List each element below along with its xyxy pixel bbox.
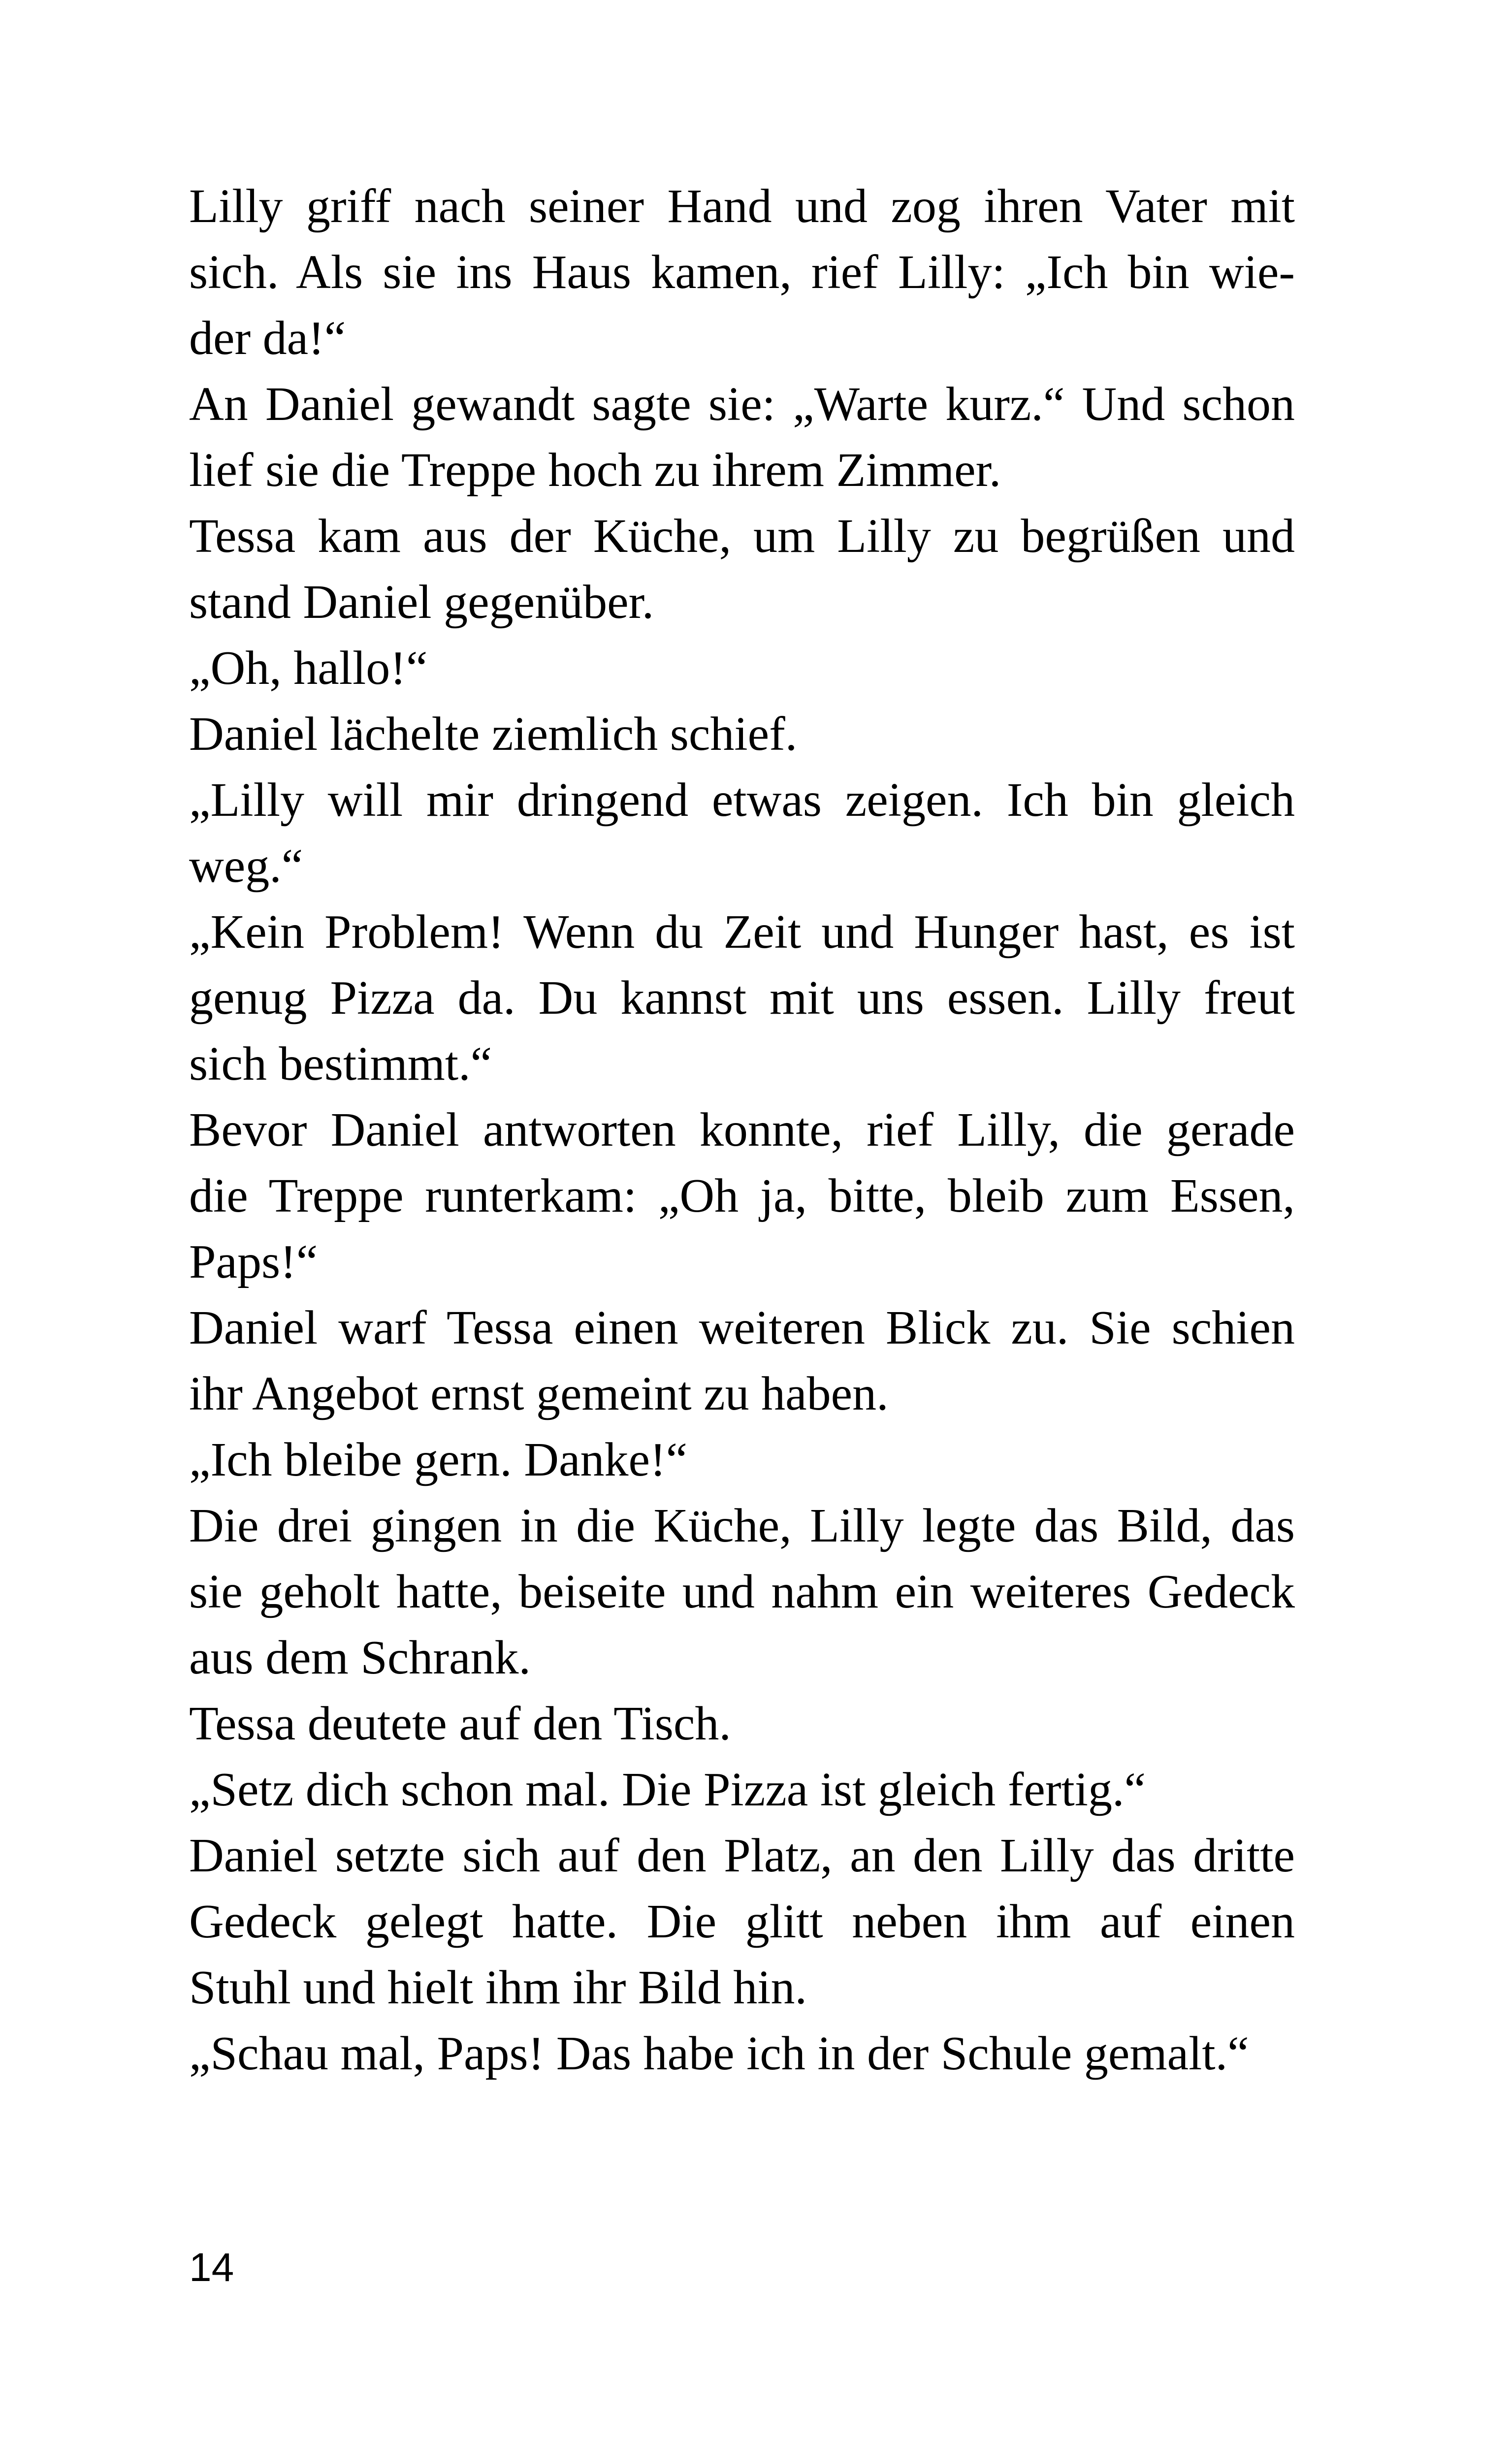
text-line: Lilly griff nach seiner Hand und zog ihren Vater mit	[189, 180, 1295, 233]
text-line: der da!“	[189, 312, 346, 365]
text-line: ihr Angebot ernst gemeint zu haben.	[189, 1367, 889, 1420]
text-line: Gedeck gelegt hatte. Die glitt neben ihm auf einen	[189, 1895, 1295, 1948]
text-line: „Ich bleibe gern. Danke!“	[189, 1433, 688, 1486]
text-line: Daniel lächelte ziemlich schief.	[189, 707, 798, 761]
text-line: Die drei gingen in die Küche, Lilly legte das Bild, das	[189, 1499, 1295, 1552]
text-line: „Kein Problem! Wenn du Zeit und Hunger hast, es ist	[189, 905, 1295, 959]
text-line: Tessa kam aus der Küche, um Lilly zu begrüßen und	[189, 510, 1295, 563]
text-line: weg.“	[189, 839, 303, 893]
text-line: sich. Als sie ins Haus kamen, rief Lilly: „Ich bin wie-	[189, 246, 1295, 299]
text-line: „Oh, hallo!“	[189, 642, 428, 695]
text-line: „Schau mal, Paps! Das habe ich in der Schule gemalt.“	[189, 2027, 1249, 2080]
text-line: Daniel setzte sich auf den Platz, an den Lilly das dritte	[189, 1829, 1295, 1882]
text-line: sie geholt hatte, beiseite und nahm ein weiteres Gedeck	[189, 1565, 1295, 1618]
text-line: Stuhl und hielt ihm ihr Bild hin.	[189, 1961, 807, 2014]
text-line: stand Daniel gegenüber.	[189, 576, 654, 629]
text-line: Daniel warf Tessa einen weiteren Blick zu. Sie schien	[189, 1301, 1295, 1354]
text-line: Paps!“	[189, 1235, 318, 1288]
text-line: „Setz dich schon mal. Die Pizza ist gleich fertig.“	[189, 1763, 1146, 1816]
text-line: sich bestimmt.“	[189, 1037, 492, 1091]
text-line: die Treppe runterkam: „Oh ja, bitte, bleib zum Essen,	[189, 1169, 1295, 1222]
page-number: 14	[189, 2245, 234, 2290]
text-line: Tessa deutete auf den Tisch.	[189, 1697, 731, 1750]
text-line: An Daniel gewandt sagte sie: „Warte kurz.“ Und schon	[189, 378, 1295, 431]
text-line: Bevor Daniel antworten konnte, rief Lilly, die gerade	[189, 1103, 1295, 1157]
text-line: aus dem Schrank.	[189, 1631, 531, 1684]
text-line: lief sie die Treppe hoch zu ihrem Zimmer.	[189, 444, 1001, 497]
body-text	[189, 173, 1295, 2087]
text-line: genug Pizza da. Du kannst mit uns essen. Lilly freut	[189, 971, 1295, 1025]
text-line: „Lilly will mir dringend etwas zeigen. Ich bin gleich	[189, 773, 1295, 827]
